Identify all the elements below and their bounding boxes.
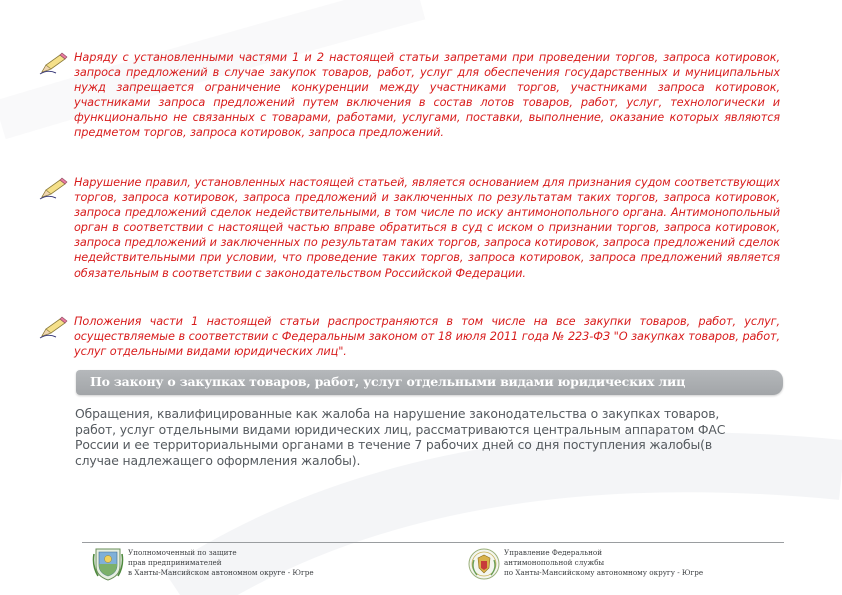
bullet-text: Положения части 1 настоящей статьи распространяются в том числе на все закупки товаров, работ, услуг, осуществляемые в соответствии с Федеральным законом от 18 июля 2011 года № 223-ФЗ "О закупках товаров, работ, услуг отдельными видами юридических лиц". — [74, 315, 780, 359]
footer-left-line3: в Ханты-Мансийском автономном округе - Югре — [128, 568, 314, 577]
footer-right-line3: по Ханты-Мансийскому автономному округу - Югре — [504, 568, 704, 577]
pencil-icon — [38, 177, 68, 201]
footer-right-line1: Управление Федеральной — [504, 548, 603, 557]
pencil-icon — [38, 52, 68, 76]
section-heading: По закону о закупках товаров, работ, услуг отдельными видами юридических лиц — [90, 374, 686, 389]
footer-right-line2: антимонопольной службы — [504, 558, 605, 567]
bullet-item — [38, 314, 780, 359]
ugra-emblem-icon — [92, 546, 124, 582]
pencil-icon — [38, 316, 68, 340]
footer-left-line2: прав предпринимателей — [128, 558, 222, 567]
bullet-text: Наряду с установленными частями 1 и 2 настоящей статьи запретами при проведении торгов, запроса котировок, запроса предложений в случае закупок товаров, работ, услуг для обеспечения государственных и муниципальных нужд запрещается ограничение конкуренции между участниками торгов, участниками запроса котировок, участниками запроса предложений путем включения в состав лотов товаров, работ, услуг, технологически и функционально не связанных с товарами, работами, услугами, поставки, выполнение, оказание которых являются предметом торгов, запроса котировок, запроса предложений. — [74, 51, 780, 140]
section-body-text: Обращения, квалифицированные как жалоба на нарушение законодательства о закупках товаров, работ, услуг отдельными видами юридических лиц, рассматриваются центральным аппаратом ФАС России и ее территориальными органами в течение 7 рабочих дней со дня поступления жалобы(в случае надлежащего оформления жалобы). — [75, 406, 726, 468]
bullet-text: Нарушение правил, установленных настоящей статьей, является основанием для признания судом соответствующих торгов, запроса котировок, запроса предложений и заключенных по результатам таких торгов, запроса котировок, запроса предложений сделок недействительными, в том числе по иску антимонопольного органа. Антимонопольный орган в соответствии с настоящей частью вправе обратиться в суд с иском о признании торгов, запроса котировок, запроса предложений и заключенных по результатам таких торгов, запроса котировок, запроса предложений сделок недействительными при условии, что проведение таких торгов, запроса котировок, запроса предложений является обязательным в соответствии с законодательством Российской Федерации. — [74, 176, 780, 280]
footer-left-line1: Уполномоченный по защите — [128, 548, 237, 557]
footer-divider — [82, 542, 784, 543]
fas-emblem-icon — [468, 546, 500, 582]
bullet-item — [38, 50, 780, 141]
section-heading-bar — [76, 370, 783, 395]
bullet-item — [38, 175, 780, 281]
